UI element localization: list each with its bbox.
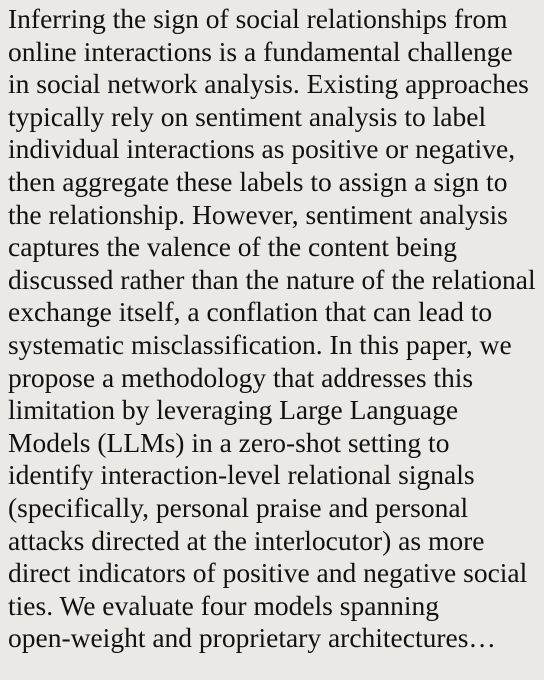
abstract-line: then aggregate these labels to assign a sign to [8, 165, 508, 197]
abstract-line: captures the valence of the content being [8, 231, 457, 263]
abstract-line: individual interactions as positive or negative, [8, 133, 516, 165]
abstract-line: online interactions is a fundamental challenge [8, 35, 513, 67]
abstract-line: ties. We evaluate four models spanning [8, 589, 440, 621]
abstract-line: identify interaction-level relational signals [8, 459, 475, 491]
abstract-line: open-weight and proprietary architectures… [8, 622, 496, 654]
abstract-line: direct indicators of positive and negative social [8, 557, 528, 589]
abstract-line: attacks directed at the interlocutor) as more [8, 524, 485, 556]
abstract-line: discussed rather than the nature of the relational [8, 263, 536, 295]
abstract-line: propose a methodology that addresses this [8, 361, 474, 393]
abstract-line: systematic misclassification. In this paper, we [8, 328, 512, 360]
abstract-line: the relationship. However, sentiment analysis [8, 198, 508, 230]
abstract-line: in social network analysis. Existing approaches [8, 68, 529, 100]
abstract-line: limitation by leveraging Large Language [8, 394, 459, 426]
abstract-line: Models (LLMs) in a zero-shot setting to [8, 426, 450, 458]
document-page [0, 3, 544, 680]
abstract-line: exchange itself, a conflation that can lead to [8, 296, 493, 328]
abstract-line: Inferring the sign of social relationships from [8, 3, 508, 34]
abstract-line: typically rely on sentiment analysis to label [8, 100, 487, 132]
abstract-paragraph [8, 3, 536, 655]
abstract-line: (specifically, personal praise and personal [8, 491, 469, 523]
